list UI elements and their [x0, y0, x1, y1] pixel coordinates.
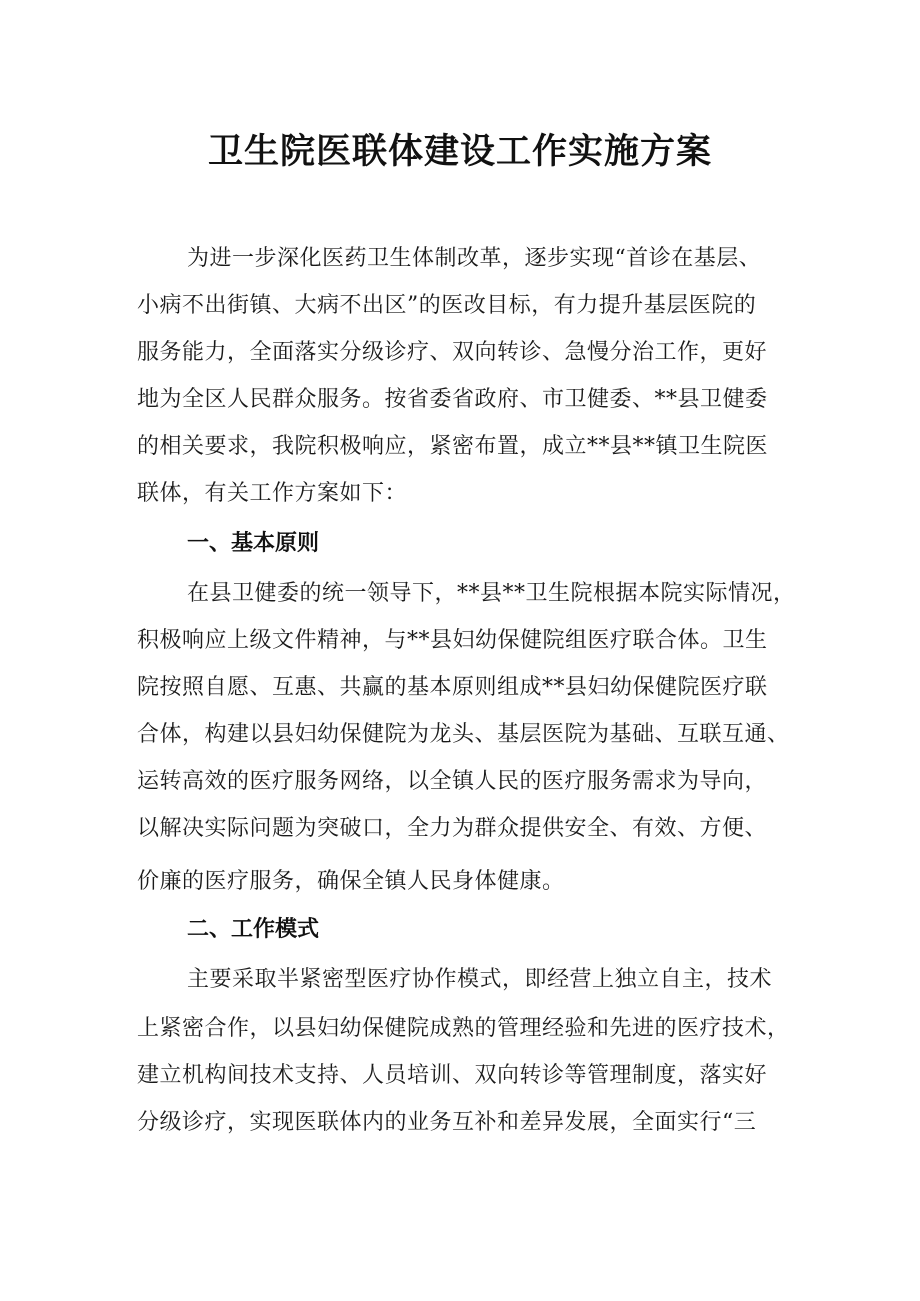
intro-line: 联体，有关工作方案如下： [137, 481, 408, 506]
section1-line: 价廉的医疗服务，确保全镇人民身体健康。 [137, 869, 565, 894]
document-title: 卫生院医联体建设工作实施方案 [207, 132, 712, 172]
intro-line: 小病不出街镇、大病不出区”的医改目标，有力提升基层医院的 [137, 293, 757, 318]
intro-line: 地为全区人民群众服务。按省委省政府、市卫健委、**县卫健委 [137, 387, 768, 412]
intro-line: 为进一步深化医药卫生体制改革，逐步实现“首诊在基层、 [187, 246, 762, 271]
intro-line: 服务能力，全面落实分级诊疗、双向转诊、急慢分治工作，更好 [137, 340, 768, 365]
section2-line: 上紧密合作，以县妇幼保健院成熟的管理经验和先进的医疗技术， [137, 1016, 790, 1041]
section-heading-work-mode: 二、工作模式 [187, 917, 320, 942]
section1-line: 积极响应上级文件精神，与**县妇幼保健院组医疗联合体。卫生 [137, 628, 768, 653]
section-heading-basic-principles: 一、基本原则 [187, 531, 320, 556]
intro-line: 的相关要求，我院积极响应，紧密布置，成立**县**镇卫生院医 [137, 434, 769, 459]
section1-line: 运转高效的医疗服务网络，以全镇人民的医疗服务需求为导向， [137, 769, 768, 794]
section2-line: 分级诊疗，实现医联体内的业务互补和差异发展，全面实行“三 [137, 1110, 757, 1135]
section2-line: 建立机构间技术支持、人员培训、双向转诊等管理制度，落实好 [137, 1063, 768, 1088]
section1-line: 合体，构建以县妇幼保健院为龙头、基层医院为基础、互联互通、 [137, 722, 790, 747]
section2-line: 主要采取半紧密型医疗协作模式，即经营上独立自主，技术 [187, 967, 773, 992]
section1-line: 在县卫健委的统一领导下，**县**卫生院根据本院实际情况， [187, 581, 796, 606]
section1-line: 院按照自愿、互惠、共赢的基本原则组成**县妇幼保健院医疗联 [137, 675, 768, 700]
section1-line: 以解决实际问题为突破口，全力为群众提供安全、有效、方便、 [137, 816, 768, 841]
